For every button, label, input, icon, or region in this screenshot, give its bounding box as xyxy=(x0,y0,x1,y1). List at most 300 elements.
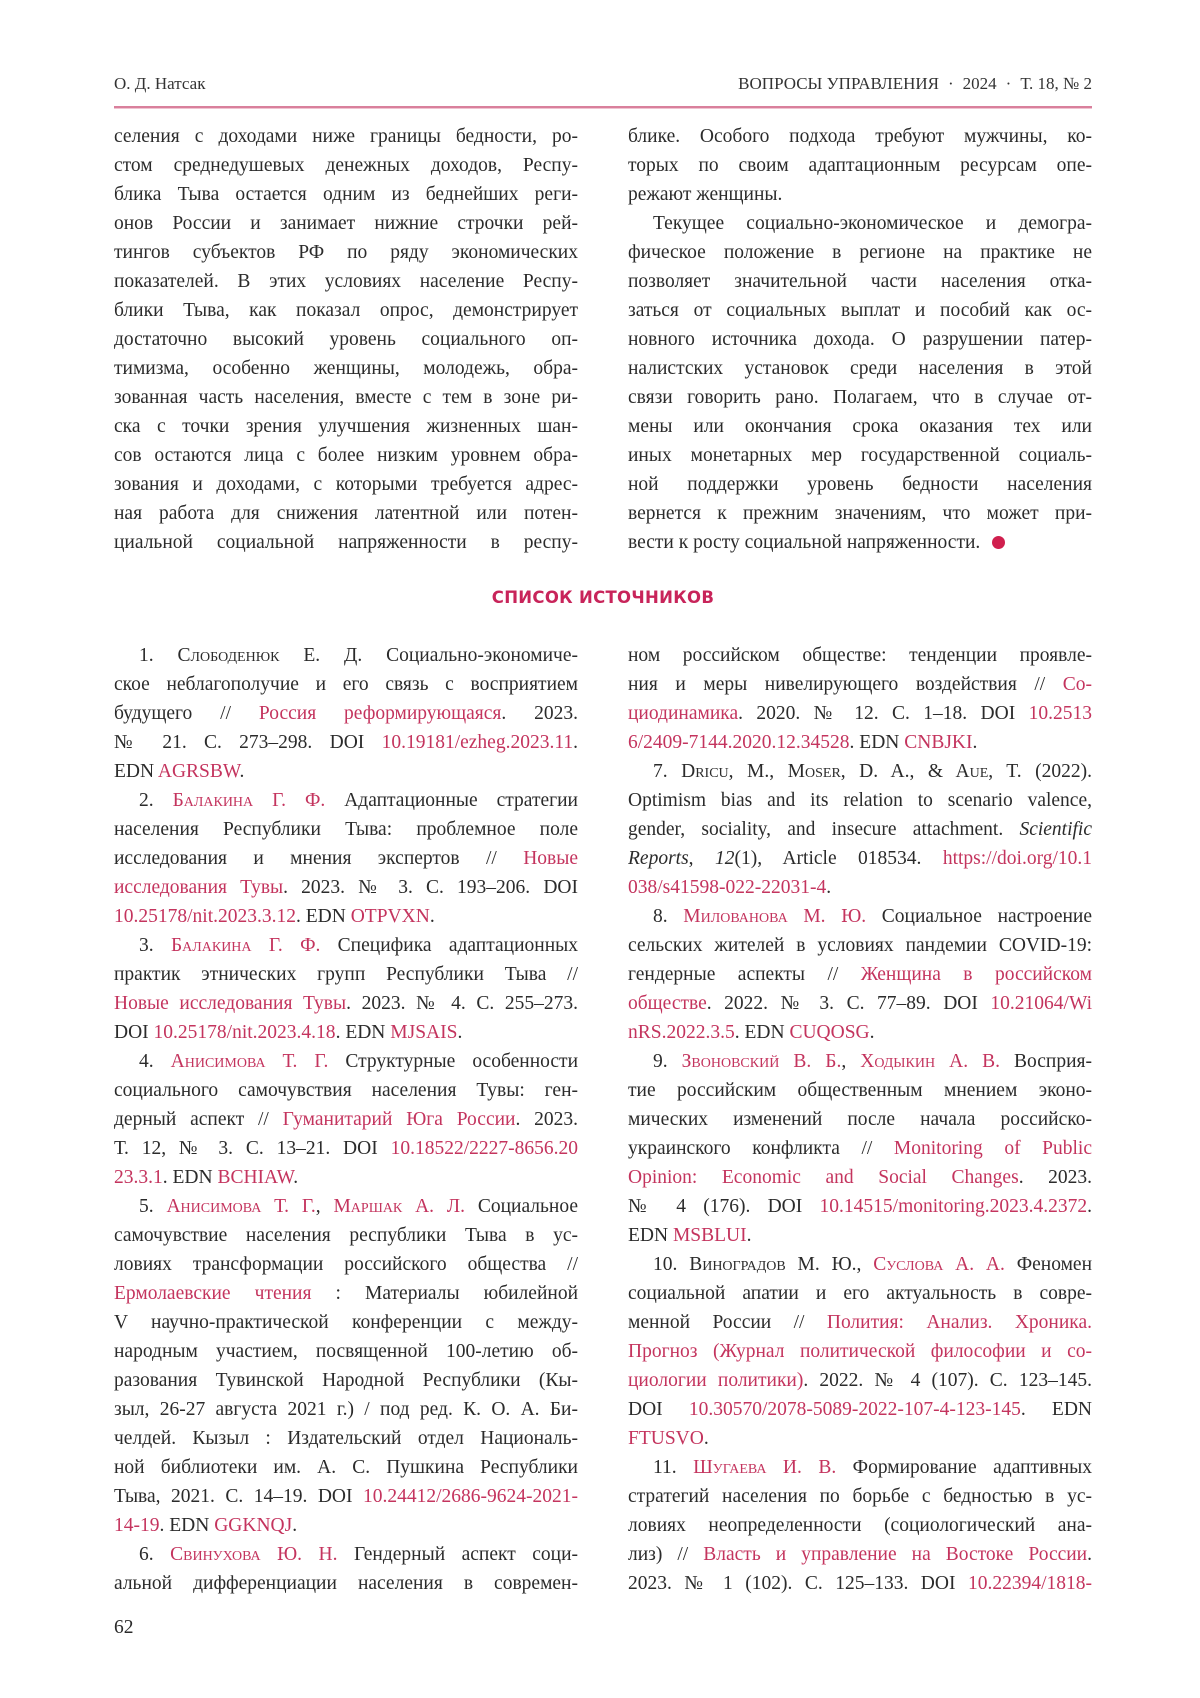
reference-link[interactable]: Гуманитарий Юга России xyxy=(283,1109,516,1130)
author-link[interactable]: Маршак А. Л. xyxy=(333,1196,465,1217)
text: народным участием, посвященной 100-летию об- xyxy=(114,1341,578,1362)
text-line xyxy=(628,1250,1092,1279)
author-link[interactable]: Балакина Г. Ф. xyxy=(173,790,326,811)
text-line xyxy=(114,873,578,902)
reference-link[interactable]: Ермолаевские чтения xyxy=(114,1283,311,1304)
reference-link[interactable]: Opinion: Economic and Social Changes xyxy=(628,1167,1019,1188)
text-line xyxy=(628,238,1092,267)
text: блика Тыва остается одним из беднейших реги- xyxy=(114,184,578,205)
text-line xyxy=(628,151,1092,180)
text-line xyxy=(114,267,578,296)
text: фическое положение в регионе на практике не xyxy=(628,242,1092,263)
paragraph xyxy=(628,122,1092,209)
text-line xyxy=(628,383,1092,412)
text: блики Тыва, как показал опрос, демонстрирует xyxy=(114,300,578,321)
text-line xyxy=(114,728,578,757)
text: практик этнических групп Республики Тыва // xyxy=(114,964,578,985)
text-line xyxy=(114,902,578,931)
text: , xyxy=(689,848,715,869)
text: заться от социальных выплат и пособий как ос- xyxy=(628,300,1092,321)
author-link[interactable]: Ходыкин А. В. xyxy=(860,1051,1000,1072)
text-line xyxy=(114,757,578,786)
reference-link[interactable]: Новые исследования Тувы xyxy=(114,993,346,1014)
author-name: Виноградов М. Ю. xyxy=(689,1254,856,1275)
text: 3. xyxy=(139,935,171,956)
text: Специфика адаптационных xyxy=(320,935,578,956)
text: 1. xyxy=(139,645,178,666)
text-line xyxy=(628,1279,1092,1308)
text: . 2023. xyxy=(1019,1167,1092,1188)
text-line xyxy=(628,267,1092,296)
header-rule xyxy=(114,106,1092,109)
text: зования и доходами, с которыми требуется адрес- xyxy=(114,474,578,495)
running-head-author: О. Д. Натсак xyxy=(114,74,205,94)
text-line xyxy=(114,670,578,699)
text: зыл, 26-27 августа 2021 г.) / под ред. К. О. А. Би- xyxy=(114,1399,578,1420)
reference-link[interactable]: Россия реформирующаяся xyxy=(259,703,502,724)
end-of-article-mark-icon xyxy=(992,536,1005,549)
text-line xyxy=(114,1134,578,1163)
text-line xyxy=(628,786,1092,815)
text: . xyxy=(973,732,978,753)
text: ной библиотеки им. А. С. Пушкина Республики xyxy=(114,1457,578,1478)
text-line xyxy=(114,1540,578,1569)
reference-link[interactable]: MSBLUI xyxy=(673,1225,747,1246)
text: , xyxy=(857,1254,874,1275)
reference-link[interactable]: Новые xyxy=(523,848,578,869)
text: позволяет значительной части населения отка- xyxy=(628,271,1092,292)
text: 7. xyxy=(653,761,681,782)
text-line xyxy=(628,699,1092,728)
text: 2023. № 1 (102). С. 125–133. DOI xyxy=(628,1573,968,1594)
text: 9. xyxy=(653,1051,682,1072)
reference-link[interactable]: nRS.2022.3.5 xyxy=(628,1022,735,1043)
reference-link[interactable]: Женщина в российском xyxy=(861,964,1092,985)
text: блике. Особого подхода требуют мужчины, ко- xyxy=(628,126,1092,147)
reference-link[interactable]: циологии политики) xyxy=(628,1370,803,1391)
reference-link[interactable]: 10.22394/1818- xyxy=(968,1573,1092,1594)
text: тимизма, особенно женщины, молодежь, обра- xyxy=(114,358,578,379)
text-line xyxy=(628,728,1092,757)
text: . xyxy=(293,1167,298,1188)
reference-link[interactable]: AGRSBW xyxy=(158,761,240,782)
text-line xyxy=(114,325,578,354)
reference-link[interactable]: FTUSVO xyxy=(628,1428,704,1449)
text-line xyxy=(628,209,1092,238)
text-line xyxy=(628,1047,1092,1076)
text-line xyxy=(628,296,1092,325)
text: . xyxy=(747,1225,752,1246)
italic-text: Scientific xyxy=(1019,819,1092,840)
text-line xyxy=(628,1105,1092,1134)
author-name: Слободенюк Е. Д. xyxy=(178,645,363,666)
text-line xyxy=(628,1366,1092,1395)
text: Структурные особенности xyxy=(328,1051,578,1072)
reference-link[interactable]: циодинамика xyxy=(628,703,738,724)
text-line xyxy=(628,902,1092,931)
text: Социальное настроение xyxy=(866,906,1092,927)
reference-link[interactable]: OTPVXN xyxy=(351,906,430,927)
text: . xyxy=(1087,1544,1092,1565)
journal-year: 2024 xyxy=(963,74,997,93)
text: вернется к прежним значениям, что может при- xyxy=(628,503,1092,524)
reference-link[interactable]: 038/s41598-022-22031-4 xyxy=(628,877,826,898)
text: (2022). xyxy=(1022,761,1092,782)
text: тие российским общественным мнением эконо- xyxy=(628,1080,1092,1101)
reference-link[interactable]: 10.21064/Wi xyxy=(990,993,1092,1014)
text: иных монетарных мер государственной социаль- xyxy=(628,445,1092,466)
text-line xyxy=(628,1134,1092,1163)
text: : Материалы юбилейной xyxy=(311,1283,578,1304)
text-line xyxy=(628,873,1092,902)
reference-link[interactable]: 10.2513 xyxy=(1029,703,1092,724)
text-line xyxy=(114,1424,578,1453)
reference-link[interactable]: исследования Тувы xyxy=(114,877,283,898)
text: альной дифференциации населения в современ- xyxy=(114,1573,578,1594)
text: режают женщины. xyxy=(628,184,782,205)
text-line xyxy=(114,1250,578,1279)
text-line xyxy=(628,670,1092,699)
separator: · xyxy=(948,74,954,93)
text-line xyxy=(114,499,578,528)
text: . 2022. № 4 (107). С. 123–145. xyxy=(803,1370,1092,1391)
author-link[interactable]: Анисимова Т. Г. xyxy=(171,1051,329,1072)
text: ска с точки зрения улучшения жизненных шан- xyxy=(114,416,578,437)
text: Т. 12, № 3. С. 13–21. DOI xyxy=(114,1138,391,1159)
reference-entry xyxy=(628,902,1092,1047)
author-link[interactable]: Милованова М. Ю. xyxy=(683,906,866,927)
references-column-right xyxy=(628,641,1092,1598)
text: показателей. В этих условиях население Респу- xyxy=(114,271,578,292)
text: . xyxy=(870,1022,875,1043)
text-line xyxy=(114,296,578,325)
text: сов остаются лица с более низким уровнем обра- xyxy=(114,445,578,466)
text-line xyxy=(114,844,578,873)
text: самочувствие населения республики Тыва в ус- xyxy=(114,1225,578,1246)
author-name: Dricu, M., Moser, D. A., & Aue, T. xyxy=(681,761,1021,782)
text: новного источника дохода. О разрушении патер- xyxy=(628,329,1092,350)
text-line xyxy=(114,528,578,557)
reference-link[interactable]: 10.25178/nit.2023.4.18 xyxy=(154,1022,336,1043)
text-line xyxy=(628,931,1092,960)
text-line xyxy=(114,122,578,151)
reference-link[interactable]: 10.14515/monitoring.2023.4.2372 xyxy=(820,1196,1088,1217)
references-heading: СПИСОК ИСТОЧНИКОВ xyxy=(114,588,1092,607)
text: . xyxy=(826,877,831,898)
text: DOI xyxy=(628,1399,689,1420)
text: № 21. С. 273–298. DOI xyxy=(114,732,382,753)
italic-text: 12 xyxy=(715,848,735,869)
text-line xyxy=(114,1569,578,1598)
page-number: 62 xyxy=(114,1613,134,1642)
text-line xyxy=(628,325,1092,354)
text: Социальное xyxy=(465,1196,578,1217)
text: . 2023. № 4. С. 255–273. xyxy=(346,993,578,1014)
text: ловиях неопределенности (социологический ана- xyxy=(628,1515,1092,1536)
journal-title: ВОПРОСЫ УПРАВЛЕНИЯ xyxy=(738,74,939,93)
text: челдей. Кызыл : Издательский отдел Националь- xyxy=(114,1428,578,1449)
text-line xyxy=(114,641,578,670)
text: ское неблагополучие и его связь с восприятием xyxy=(114,674,578,695)
reference-link[interactable]: 10.30570/2078-5089-2022-107-4-123-145 xyxy=(689,1399,1021,1420)
text-line xyxy=(628,1511,1092,1540)
text: населения Республики Тыва: проблемное поле xyxy=(114,819,578,840)
text: вести к росту социальной напряженности. xyxy=(628,532,980,553)
text-line xyxy=(114,470,578,499)
text-line xyxy=(114,1453,578,1482)
paragraph xyxy=(628,209,1092,557)
text-line xyxy=(114,1308,578,1337)
reference-entry xyxy=(114,1192,578,1540)
text-line xyxy=(114,1511,578,1540)
text: связи говорить рано. Полагаем, что в случае от- xyxy=(628,387,1092,408)
reference-entry xyxy=(114,786,578,931)
text: ловиях трансформации российского общества // xyxy=(114,1254,578,1275)
text: торых по своим адаптационным ресурсам опе- xyxy=(628,155,1092,176)
text: . EDN xyxy=(163,1167,218,1188)
text: менной России // xyxy=(628,1312,827,1333)
text-line xyxy=(628,989,1092,1018)
text: Феномен xyxy=(1005,1254,1092,1275)
reference-link[interactable]: Полития: Анализ. Хроника. xyxy=(827,1312,1092,1333)
text: сельских жителей в условиях пандемии COVID-19: xyxy=(628,935,1092,956)
text: мены или окончания срока оказания тех или xyxy=(628,416,1092,437)
reference-link[interactable]: 10.25178/nit.2023.3.12 xyxy=(114,906,296,927)
text-line xyxy=(628,1453,1092,1482)
text-line xyxy=(628,412,1092,441)
text-line xyxy=(114,238,578,267)
text-line xyxy=(114,180,578,209)
text: зованная часть населения, вместе с тем в зоне ри- xyxy=(114,387,578,408)
text-line xyxy=(114,1192,578,1221)
text: . EDN xyxy=(160,1515,215,1536)
text-line xyxy=(628,122,1092,151)
reference-link[interactable]: 6/2409-7144.2020.12.34528 xyxy=(628,732,850,753)
author-link[interactable]: Суслова А. А. xyxy=(873,1254,1005,1275)
text-line xyxy=(114,1105,578,1134)
text: ном российском обществе: тенденции проявле- xyxy=(628,645,1092,666)
text-line xyxy=(114,1047,578,1076)
reference-entry xyxy=(114,641,578,786)
text-line xyxy=(628,1337,1092,1366)
text: Гендерный аспект соци- xyxy=(338,1544,579,1565)
reference-link[interactable]: BCHIAW xyxy=(217,1167,293,1188)
text: Адаптационные стратегии xyxy=(325,790,578,811)
text-line xyxy=(628,1221,1092,1250)
text: стом среднедушевых денежных доходов, Респу- xyxy=(114,155,578,176)
text-line xyxy=(628,1540,1092,1569)
reference-link[interactable]: 10.24412/2686-9624-2021- xyxy=(363,1486,578,1507)
text: 2. xyxy=(139,790,173,811)
text: ной поддержки уровень бедности населения xyxy=(628,474,1092,495)
reference-link[interactable]: CUQOSG xyxy=(789,1022,869,1043)
text: . xyxy=(240,761,245,782)
reference-link[interactable]: обществе xyxy=(628,993,707,1014)
reference-link[interactable]: Monitoring of Public xyxy=(894,1138,1092,1159)
text-line xyxy=(628,354,1092,383)
text-line xyxy=(114,151,578,180)
reference-link[interactable]: https://doi.org/10.1 xyxy=(943,848,1092,869)
text: . xyxy=(704,1428,709,1449)
text: gender, sociality, and insecure attachment. xyxy=(628,819,1019,840)
text: . xyxy=(573,732,578,753)
reference-link[interactable]: 10.19181/ezheg.2023.11 xyxy=(382,732,574,753)
text-line xyxy=(114,1482,578,1511)
text-line xyxy=(114,1163,578,1192)
text-line xyxy=(114,1076,578,1105)
text: мических изменений после начала российско- xyxy=(628,1109,1092,1130)
text-line xyxy=(628,1308,1092,1337)
text-line xyxy=(628,1482,1092,1511)
text: 5. xyxy=(139,1196,166,1217)
text-line xyxy=(114,699,578,728)
text-line xyxy=(628,528,1092,557)
text: , xyxy=(841,1051,860,1072)
text: EDN xyxy=(114,761,158,782)
text: дерный аспект // xyxy=(114,1109,283,1130)
text-line xyxy=(628,844,1092,873)
text-line xyxy=(628,1569,1092,1598)
text-line xyxy=(114,960,578,989)
reference-link[interactable]: CNBJKI xyxy=(904,732,972,753)
text-line xyxy=(114,1366,578,1395)
text: . 2023. xyxy=(515,1109,578,1130)
reference-entry xyxy=(628,1250,1092,1453)
text: . 2022. № 3. С. 77–89. DOI xyxy=(707,993,991,1014)
text: будущего // xyxy=(114,703,259,724)
reference-entry xyxy=(628,1047,1092,1250)
text-line xyxy=(114,931,578,960)
text-line xyxy=(628,1018,1092,1047)
text: 8. xyxy=(653,906,683,927)
text-line xyxy=(114,786,578,815)
text: Восприя- xyxy=(1000,1051,1092,1072)
text: селения с доходами ниже границы бедности, ро- xyxy=(114,126,578,147)
text: онов России и занимает нижние строчки рей- xyxy=(114,213,578,234)
author-link[interactable]: Звоновский В. Б. xyxy=(682,1051,842,1072)
text: № 4 (176). DOI xyxy=(628,1196,820,1217)
text: ная работа для снижения латентной или потен- xyxy=(114,503,578,524)
text: гендерные аспекты // xyxy=(628,964,861,985)
text: 10. xyxy=(653,1254,689,1275)
text-line xyxy=(628,470,1092,499)
text: тингов субъектов РФ по ряду экономических xyxy=(114,242,578,263)
separator: · xyxy=(1006,74,1012,93)
reference-link[interactable]: GGKNQJ xyxy=(214,1515,292,1536)
text: . xyxy=(1087,1196,1092,1217)
text-line xyxy=(114,1221,578,1250)
text: DOI xyxy=(114,1022,154,1043)
reference-link[interactable]: 10.18522/2227-8656.20 xyxy=(391,1138,578,1159)
text: Формирование адаптивных xyxy=(836,1457,1092,1478)
italic-text: Reports xyxy=(628,848,689,869)
text: Optimism bias and its relation to scenario valence, xyxy=(628,790,1092,811)
text-line xyxy=(628,1424,1092,1453)
text-line xyxy=(628,641,1092,670)
text-line xyxy=(628,1395,1092,1424)
author-link[interactable]: Анисимова Т. Г. xyxy=(166,1196,315,1217)
running-head-journal xyxy=(738,74,1092,94)
text-line xyxy=(628,1076,1092,1105)
text: социальной апатии и его актуальность в совре- xyxy=(628,1283,1092,1304)
paragraph xyxy=(114,122,578,557)
text: 6. xyxy=(139,1544,170,1565)
text: . 2020. № 12. С. 1–18. DOI xyxy=(738,703,1029,724)
text: . EDN xyxy=(296,906,351,927)
text: . EDN xyxy=(850,732,905,753)
text-line xyxy=(628,1163,1092,1192)
text: циальной социальной напряженности в респу- xyxy=(114,532,578,553)
text-line xyxy=(628,815,1092,844)
text: . xyxy=(292,1515,297,1536)
text: лиз) // xyxy=(628,1544,703,1565)
text: Текущее социально-экономическое и демогра- xyxy=(653,213,1092,234)
reference-entry xyxy=(114,931,578,1047)
text: . EDN xyxy=(336,1022,391,1043)
text: 11. xyxy=(653,1457,693,1478)
text-line xyxy=(114,1337,578,1366)
text: исследования и мнения экспертов // xyxy=(114,848,523,869)
reference-entry xyxy=(628,641,1092,757)
text: , xyxy=(316,1196,334,1217)
text: . EDN xyxy=(1021,1399,1092,1420)
author-link[interactable]: Шугаева И. В. xyxy=(693,1457,836,1478)
text-line xyxy=(628,960,1092,989)
text: V научно-практической конференции с между- xyxy=(114,1312,578,1333)
text: . 2023. xyxy=(501,703,578,724)
reference-entry xyxy=(114,1540,578,1598)
text-line xyxy=(628,499,1092,528)
text-line xyxy=(114,1395,578,1424)
reference-entry xyxy=(628,757,1092,902)
text-line xyxy=(114,354,578,383)
reference-entry xyxy=(628,1453,1092,1598)
reference-link[interactable]: Власть и управление на Востоке России xyxy=(703,1544,1087,1565)
text: . xyxy=(457,1022,462,1043)
text: достаточно высокий уровень социального оп- xyxy=(114,329,578,350)
journal-issue: Т. 18, № 2 xyxy=(1020,74,1092,93)
author-link[interactable]: Балакина Г. Ф. xyxy=(171,935,320,956)
text-line xyxy=(628,757,1092,786)
references-column-left xyxy=(114,641,578,1598)
text-line xyxy=(628,180,1092,209)
text-line xyxy=(114,815,578,844)
text: украинского конфликта // xyxy=(628,1138,894,1159)
text: Социально-экономиче- xyxy=(362,645,578,666)
reference-link[interactable]: Со- xyxy=(1063,674,1092,695)
text: налистских установок среди населения в этой xyxy=(628,358,1092,379)
text-line xyxy=(628,1192,1092,1221)
reference-link[interactable]: 23.3.1 xyxy=(114,1167,163,1188)
reference-link[interactable]: MJSAIS xyxy=(390,1022,457,1043)
reference-link[interactable]: 14-19 xyxy=(114,1515,160,1536)
text: 4. xyxy=(139,1051,171,1072)
body-column-left xyxy=(114,122,578,557)
reference-link[interactable]: Прогноз (Журнал политической философии и со- xyxy=(628,1341,1092,1362)
text-line xyxy=(628,441,1092,470)
text-line xyxy=(114,383,578,412)
text-line xyxy=(114,412,578,441)
text: ния и меры нивелирующего воздействия // xyxy=(628,674,1063,695)
text-line xyxy=(114,1279,578,1308)
text-line xyxy=(114,1018,578,1047)
text-line xyxy=(114,989,578,1018)
text: Тыва, 2021. С. 14–19. DOI xyxy=(114,1486,363,1507)
author-link[interactable]: Свинухова Ю. Н. xyxy=(170,1544,337,1565)
text: EDN xyxy=(628,1225,673,1246)
text: разования Тувинской Народной Республики (Кы- xyxy=(114,1370,578,1391)
text: стратегий населения по борьбе с бедностью в ус- xyxy=(628,1486,1092,1507)
